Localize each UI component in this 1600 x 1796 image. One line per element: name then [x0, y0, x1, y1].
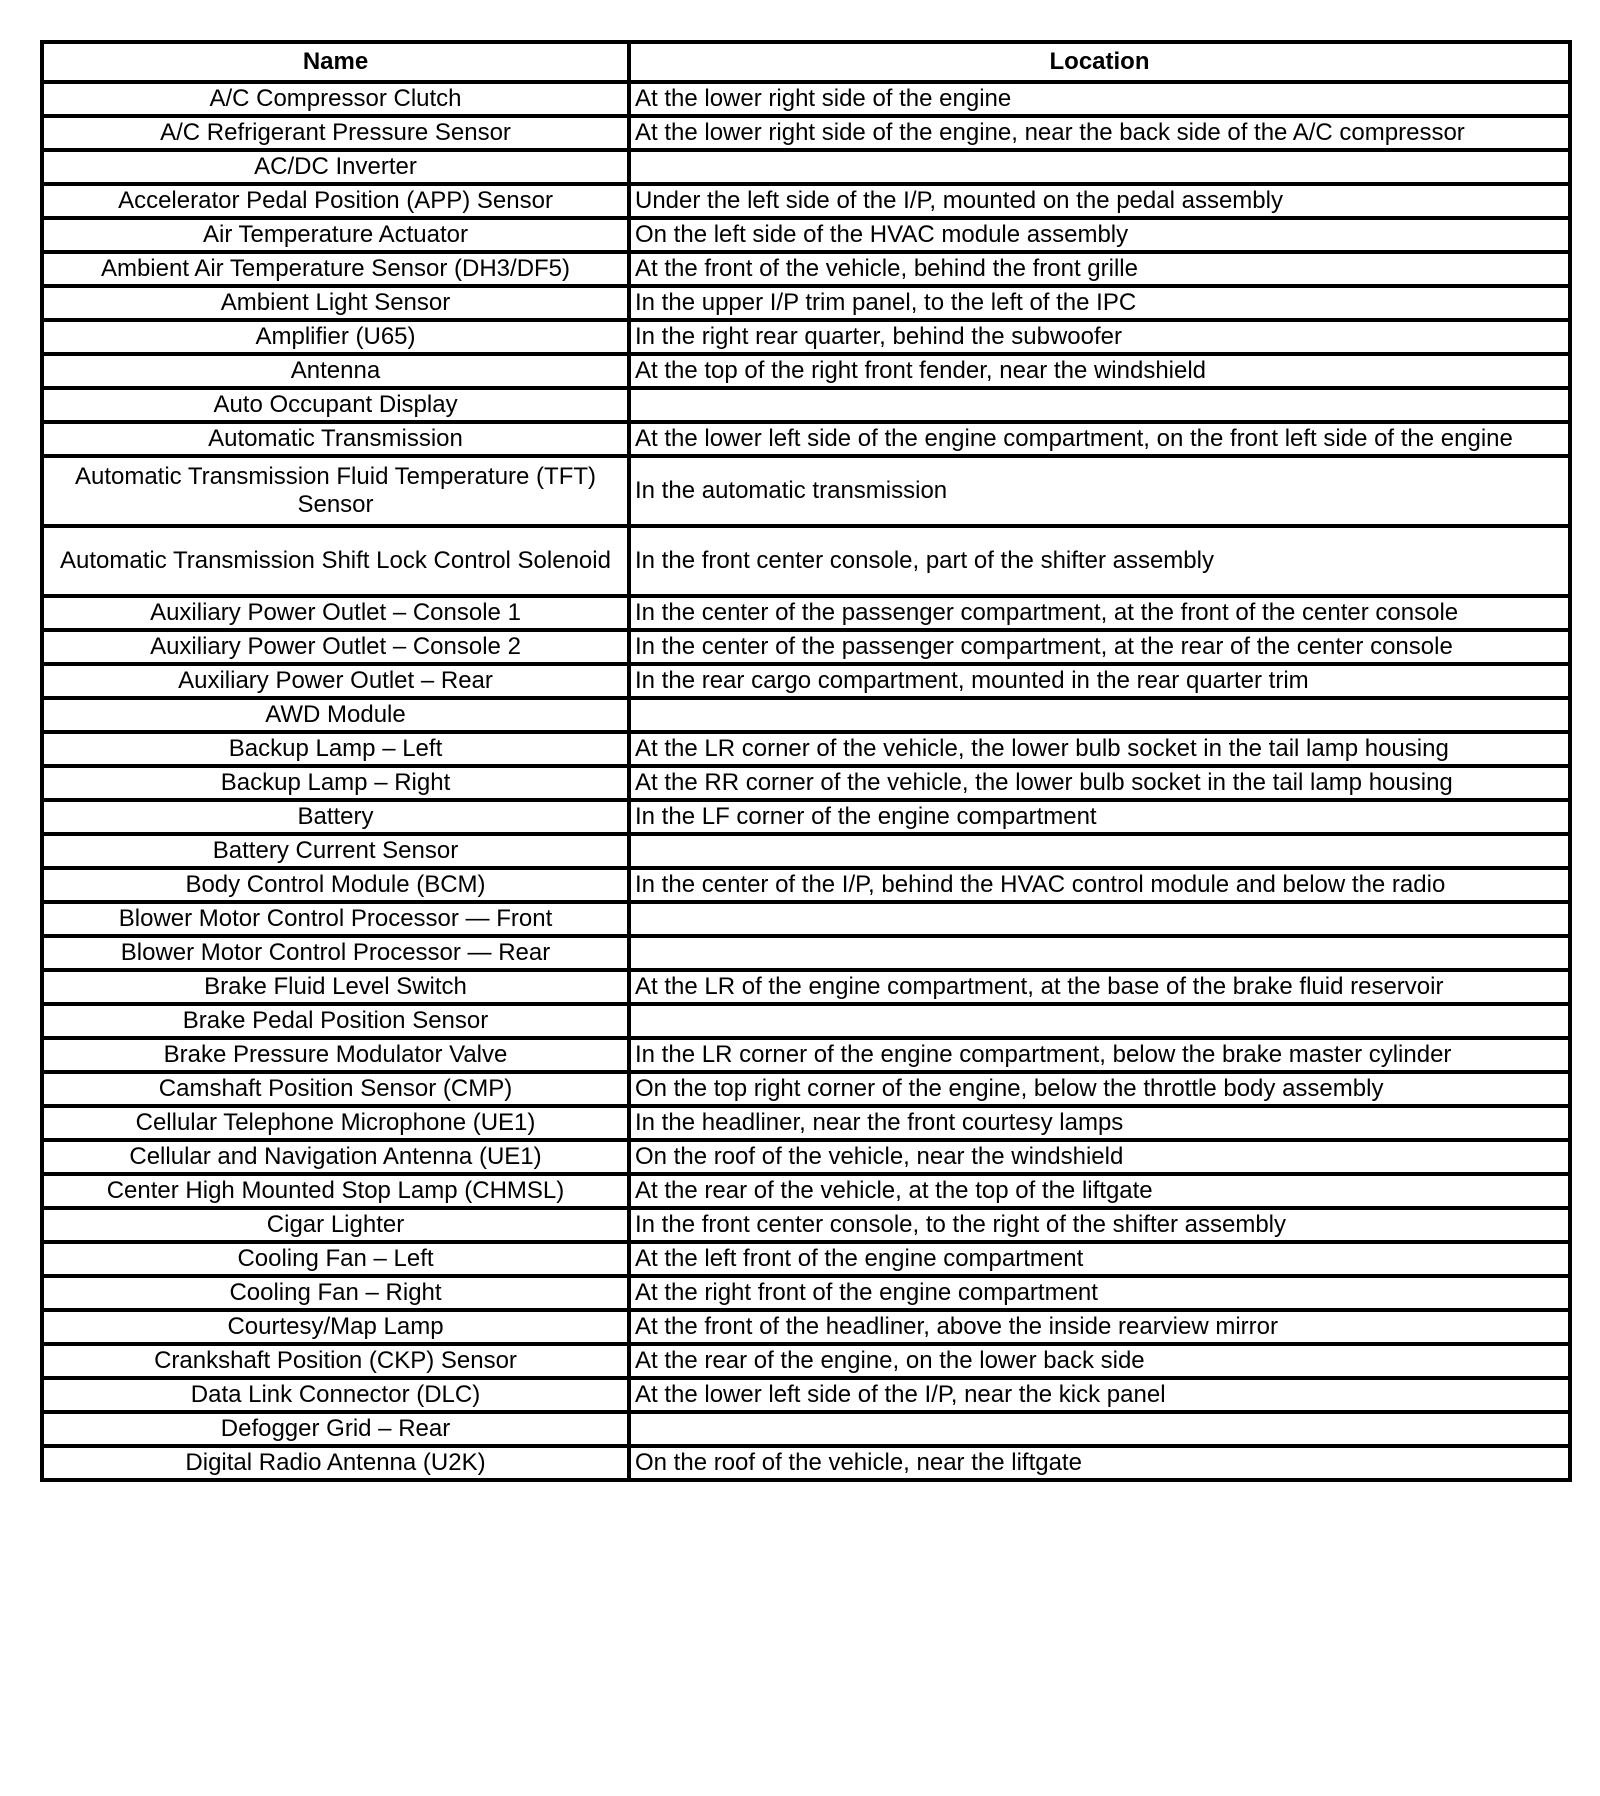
table-row — [42, 456, 1570, 526]
component-name-cell: Courtesy/Map Lamp — [42, 1310, 629, 1344]
component-location-cell: In the center of the I/P, behind the HVAC control module and below the radio — [629, 868, 1570, 902]
table-row — [42, 1310, 1570, 1344]
component-name-cell: Ambient Air Temperature Sensor (DH3/DF5) — [42, 252, 629, 286]
component-location-cell: At the lower left side of the engine compartment, on the front left side of the engine — [629, 422, 1570, 456]
component-location-cell: In the rear cargo compartment, mounted in the rear quarter trim — [629, 664, 1570, 698]
table-row — [42, 630, 1570, 664]
column-header-location: Location — [629, 42, 1570, 82]
component-location-cell: In the front center console, to the right of the shifter assembly — [629, 1208, 1570, 1242]
component-name-cell: Accelerator Pedal Position (APP) Sensor — [42, 184, 629, 218]
component-location-cell: At the RR corner of the vehicle, the lower bulb socket in the tail lamp housing — [629, 766, 1570, 800]
table-row — [42, 1276, 1570, 1310]
component-name-cell: Battery Current Sensor — [42, 834, 629, 868]
table-row — [42, 868, 1570, 902]
table-row — [42, 834, 1570, 868]
component-name-cell: Camshaft Position Sensor (CMP) — [42, 1072, 629, 1106]
table-row — [42, 1174, 1570, 1208]
component-name-cell: A/C Refrigerant Pressure Sensor — [42, 116, 629, 150]
component-name-cell: Auto Occupant Display — [42, 388, 629, 422]
component-location-cell: In the LR corner of the engine compartment, below the brake master cylinder — [629, 1038, 1570, 1072]
component-name-cell: Cigar Lighter — [42, 1208, 629, 1242]
table-row — [42, 1004, 1570, 1038]
component-location-cell: On the top right corner of the engine, below the throttle body assembly — [629, 1072, 1570, 1106]
table-row — [42, 902, 1570, 936]
component-location-cell: In the front center console, part of the shifter assembly — [629, 526, 1570, 596]
component-location-cell: At the front of the headliner, above the inside rearview mirror — [629, 1310, 1570, 1344]
table-row — [42, 1344, 1570, 1378]
table-row — [42, 1378, 1570, 1412]
component-name-cell: Battery — [42, 800, 629, 834]
component-name-cell: A/C Compressor Clutch — [42, 82, 629, 116]
component-location-cell: At the LR corner of the vehicle, the lower bulb socket in the tail lamp housing — [629, 732, 1570, 766]
table-row — [42, 354, 1570, 388]
component-location-cell: In the right rear quarter, behind the subwoofer — [629, 320, 1570, 354]
component-name-cell: Digital Radio Antenna (U2K) — [42, 1446, 629, 1480]
component-location-table — [40, 40, 1572, 1482]
table-row — [42, 1208, 1570, 1242]
component-location-cell: In the headliner, near the front courtesy lamps — [629, 1106, 1570, 1140]
component-location-cell: At the front of the vehicle, behind the front grille — [629, 252, 1570, 286]
component-location-cell: On the roof of the vehicle, near the liftgate — [629, 1446, 1570, 1480]
component-location-cell: In the center of the passenger compartment, at the rear of the center console — [629, 630, 1570, 664]
table-row — [42, 596, 1570, 630]
table-row — [42, 1446, 1570, 1480]
component-location-cell: On the roof of the vehicle, near the windshield — [629, 1140, 1570, 1174]
component-name-cell: Amplifier (U65) — [42, 320, 629, 354]
component-name-cell: Body Control Module (BCM) — [42, 868, 629, 902]
component-name-cell: Blower Motor Control Processor — Rear — [42, 936, 629, 970]
column-header-name: Name — [42, 42, 629, 82]
component-location-cell: In the LF corner of the engine compartment — [629, 800, 1570, 834]
component-location-cell — [629, 936, 1570, 970]
table-row — [42, 320, 1570, 354]
component-name-cell: Automatic Transmission — [42, 422, 629, 456]
component-name-cell: Backup Lamp – Left — [42, 732, 629, 766]
component-name-cell: Center High Mounted Stop Lamp (CHMSL) — [42, 1174, 629, 1208]
component-location-cell: On the left side of the HVAC module assembly — [629, 218, 1570, 252]
table-row — [42, 1038, 1570, 1072]
table-row — [42, 422, 1570, 456]
component-location-cell — [629, 834, 1570, 868]
table-row — [42, 766, 1570, 800]
component-location-cell: At the top of the right front fender, near the windshield — [629, 354, 1570, 388]
component-location-cell: At the rear of the engine, on the lower back side — [629, 1344, 1570, 1378]
table-header-row — [42, 42, 1570, 82]
component-name-cell: Cellular and Navigation Antenna (UE1) — [42, 1140, 629, 1174]
table-row — [42, 526, 1570, 596]
component-location-cell: In the upper I/P trim panel, to the left of the IPC — [629, 286, 1570, 320]
table-row — [42, 184, 1570, 218]
component-name-cell: Brake Pressure Modulator Valve — [42, 1038, 629, 1072]
table-row — [42, 1140, 1570, 1174]
component-name-cell: Ambient Light Sensor — [42, 286, 629, 320]
table-row — [42, 150, 1570, 184]
component-location-cell: At the LR of the engine compartment, at the base of the brake fluid reservoir — [629, 970, 1570, 1004]
component-name-cell: Cooling Fan – Left — [42, 1242, 629, 1276]
table-row — [42, 664, 1570, 698]
table-row — [42, 82, 1570, 116]
table-body — [42, 82, 1570, 1480]
component-name-cell: Blower Motor Control Processor — Front — [42, 902, 629, 936]
component-name-cell: Cellular Telephone Microphone (UE1) — [42, 1106, 629, 1140]
component-location-cell: At the lower right side of the engine — [629, 82, 1570, 116]
component-location-cell — [629, 698, 1570, 732]
component-name-cell: Backup Lamp – Right — [42, 766, 629, 800]
component-location-cell: At the lower left side of the I/P, near the kick panel — [629, 1378, 1570, 1412]
component-name-cell: Brake Pedal Position Sensor — [42, 1004, 629, 1038]
component-name-cell: Antenna — [42, 354, 629, 388]
component-location-cell: At the left front of the engine compartment — [629, 1242, 1570, 1276]
component-location-cell: At the rear of the vehicle, at the top of the liftgate — [629, 1174, 1570, 1208]
component-location-cell: Under the left side of the I/P, mounted on the pedal assembly — [629, 184, 1570, 218]
table-row — [42, 1106, 1570, 1140]
component-location-cell: In the center of the passenger compartment, at the front of the center console — [629, 596, 1570, 630]
table-row — [42, 936, 1570, 970]
table-row — [42, 116, 1570, 150]
component-location-cell: In the automatic transmission — [629, 456, 1570, 526]
component-location-cell: At the lower right side of the engine, near the back side of the A/C compressor — [629, 116, 1570, 150]
component-name-cell: Automatic Transmission Fluid Temperature (TFT) Sensor — [42, 456, 629, 526]
component-location-cell — [629, 150, 1570, 184]
component-name-cell: AWD Module — [42, 698, 629, 732]
component-name-cell: Brake Fluid Level Switch — [42, 970, 629, 1004]
component-name-cell: Automatic Transmission Shift Lock Control Solenoid — [42, 526, 629, 596]
table-row — [42, 732, 1570, 766]
component-location-cell — [629, 388, 1570, 422]
table-row — [42, 252, 1570, 286]
table-row — [42, 388, 1570, 422]
component-name-cell: Crankshaft Position (CKP) Sensor — [42, 1344, 629, 1378]
component-name-cell: Auxiliary Power Outlet – Rear — [42, 664, 629, 698]
table-row — [42, 970, 1570, 1004]
component-location-cell — [629, 902, 1570, 936]
component-name-cell: Defogger Grid – Rear — [42, 1412, 629, 1446]
component-name-cell: Data Link Connector (DLC) — [42, 1378, 629, 1412]
table-row — [42, 218, 1570, 252]
component-location-cell — [629, 1412, 1570, 1446]
component-name-cell: Auxiliary Power Outlet – Console 1 — [42, 596, 629, 630]
table-row — [42, 1242, 1570, 1276]
table-row — [42, 698, 1570, 732]
table-row — [42, 800, 1570, 834]
table-row — [42, 286, 1570, 320]
component-name-cell: Auxiliary Power Outlet – Console 2 — [42, 630, 629, 664]
component-name-cell: Cooling Fan – Right — [42, 1276, 629, 1310]
component-location-cell — [629, 1004, 1570, 1038]
component-name-cell: AC/DC Inverter — [42, 150, 629, 184]
component-name-cell: Air Temperature Actuator — [42, 218, 629, 252]
component-location-cell: At the right front of the engine compartment — [629, 1276, 1570, 1310]
table-row — [42, 1072, 1570, 1106]
component-location-document — [40, 40, 1568, 1482]
table-row — [42, 1412, 1570, 1446]
